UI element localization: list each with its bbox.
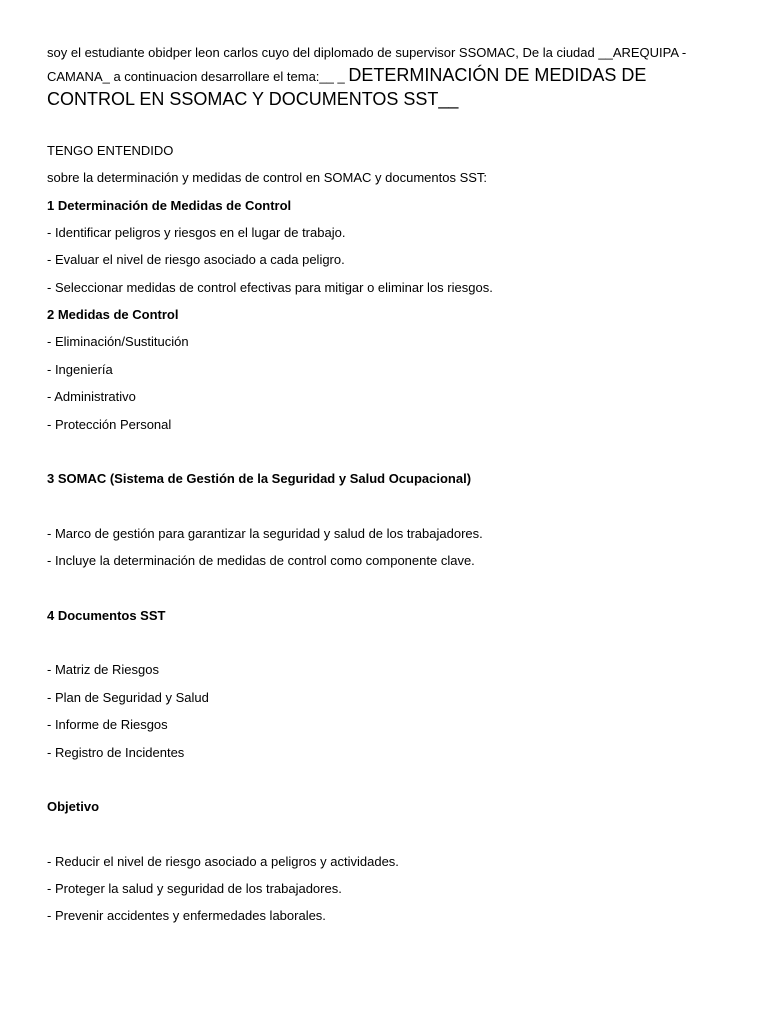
list-item: - Seleccionar medidas de control efectivas para mitigar o eliminar los riesgos. bbox=[47, 280, 493, 295]
list-item: - Eliminación/Sustitución bbox=[47, 334, 189, 349]
list-item: - Registro de Incidentes bbox=[47, 745, 185, 760]
list-item: - Plan de Seguridad y Salud bbox=[47, 690, 209, 705]
section4-heading: 4 Documentos SST bbox=[47, 608, 166, 623]
section3-heading: 3 SOMAC (Sistema de Gestión de la Seguridad y Salud Ocupacional) bbox=[47, 471, 472, 486]
list-item: - Protección Personal bbox=[47, 417, 172, 432]
list-item: - Marco de gestión para garantizar la seguridad y salud de los trabajadores. bbox=[47, 526, 483, 541]
list-item: - Matriz de Riesgos bbox=[47, 662, 159, 677]
list-item: - Identificar peligros y riesgos en el lugar de trabajo. bbox=[47, 225, 346, 240]
list-item: - Proteger la salud y seguridad de los trabajadores. bbox=[47, 881, 342, 896]
list-item: - Ingeniería bbox=[47, 362, 113, 377]
list-item: - Informe de Riesgos bbox=[47, 717, 168, 732]
section2-heading: 2 Medidas de Control bbox=[47, 307, 179, 322]
list-item: - Incluye la determinación de medidas de control como componente clave. bbox=[47, 553, 475, 568]
lead-text: sobre la determinación y medidas de control en SOMAC y documentos SST: bbox=[47, 170, 488, 185]
intro-paragraph bbox=[47, 42, 687, 112]
section1-heading: 1 Determinación de Medidas de Control bbox=[47, 198, 292, 213]
list-item: - Reducir el nivel de riesgo asociado a peligros y actividades. bbox=[47, 854, 399, 869]
intro-text: soy el estudiante obidper leon carlos cuyo del diplomado de supervisor SSOMAC, De la ciudad __AREQUIPA - CAMANA_ a continuacion desarrollare el tema:__ _ bbox=[47, 45, 687, 84]
objective-heading: Objetivo bbox=[47, 799, 100, 814]
tengo-entendido-label: TENGO ENTENDIDO bbox=[47, 143, 174, 158]
list-item: - Prevenir accidentes y enfermedades laborales. bbox=[47, 908, 326, 923]
list-item: - Evaluar el nivel de riesgo asociado a cada peligro. bbox=[47, 252, 345, 267]
list-item: - Administrativo bbox=[47, 389, 136, 404]
document-title: DETERMINACIÓN DE MEDIDAS DE CONTROL EN SSOMAC Y DOCUMENTOS SST__ bbox=[47, 65, 647, 109]
